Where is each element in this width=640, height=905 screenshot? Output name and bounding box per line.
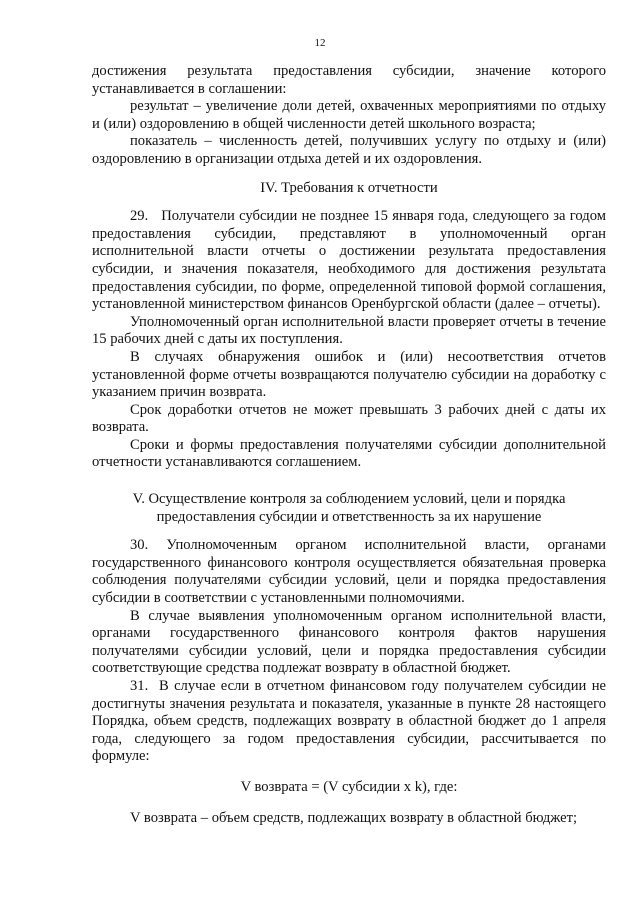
paragraph-31: 31. В случае если в отчетном финансовом году получателем субсидии не достигнуты значения результата и показателя, указанные в пункте 28 настоящего Порядка, объем средств, подлежащих возврату в областной бюджет до 1 апреля года, следующего за годом предоставления субсидии, рассчитывается по формуле:: [92, 678, 606, 765]
paragraph-report-check: Уполномоченный орган исполнительной власти проверяет отчеты в течение 15 рабочих дней с даты их поступления.: [92, 313, 606, 348]
document-body: [92, 63, 606, 827]
intro-paragraph-indicator-definition: показатель – численность детей, получивших услугу по отдыху и (или) оздоровлению в организации отдыха детей и их оздоровления.: [92, 133, 606, 167]
paragraph-report-errors: В случаях обнаружения ошибок и (или) несоответствия отчетов установленной форме отчеты возвращаются получателю субсидии на доработку с указанием причин возврата.: [92, 348, 606, 401]
paragraph-30: 30. Уполномоченным органом исполнительной власти, органами государственного финансового контроля осуществляется обязательная проверка соблюдения получателями субсидии условий, цели и порядка предоставления субсидии в соответствии с установленными полномочиями.: [92, 537, 606, 607]
paragraph-revision-term: Срок доработки отчетов не может превышать 3 рабочих дней с даты их возврата.: [92, 401, 606, 436]
intro-paragraph-result: достижения результата предоставления субсидии, значение которого устанавливается в соглашении:: [92, 63, 606, 97]
section-5-title-line-2: предоставления субсидии и ответственность за их нарушение: [156, 508, 542, 525]
paragraph-additional-reporting: Сроки и формы предоставления получателями субсидии дополнительной отчетности устанавливаются соглашением.: [92, 436, 606, 471]
paragraph-violation-return: В случае выявления уполномоченным органом исполнительной власти, органами государственного финансового контроля фактов нарушения получателями субсидии условий, цели и порядка предоставления субсидии соответствующие средства подлежат возврату в областной бюджет.: [92, 607, 606, 677]
paragraph-v-return-definition: V возврата – объем средств, подлежащих возврату в областной бюджет;: [130, 809, 578, 826]
section-5-title-line-1: V. Осуществление контроля за соблюдением условий, цели и порядка: [132, 491, 566, 508]
page-number: 12: [314, 37, 326, 49]
paragraph-29: 29. Получатели субсидии не позднее 15 января года, следующего за годом предоставления субсидии, представляют в уполномоченный орган исполнительной власти отчеты о достижении результата предоставления субсидии, и значения показателя, необходимого для достижения результата предоставления субсидии, по форме, определенной типовой формой соглашения, установленной министерством финансов Оренбургской области (далее – отчеты).: [92, 208, 606, 313]
intro-paragraph-result-definition: результат – увеличение доли детей, охваченных мероприятиями по отдыху и (или) оздоровлению в общей численности детей школьного возраста;: [92, 98, 606, 132]
section-4-title: IV. Требования к отчетности: [260, 179, 438, 196]
return-formula: V возврата = (V субсидии x k), где:: [240, 778, 458, 795]
section-5-title: [92, 491, 606, 526]
